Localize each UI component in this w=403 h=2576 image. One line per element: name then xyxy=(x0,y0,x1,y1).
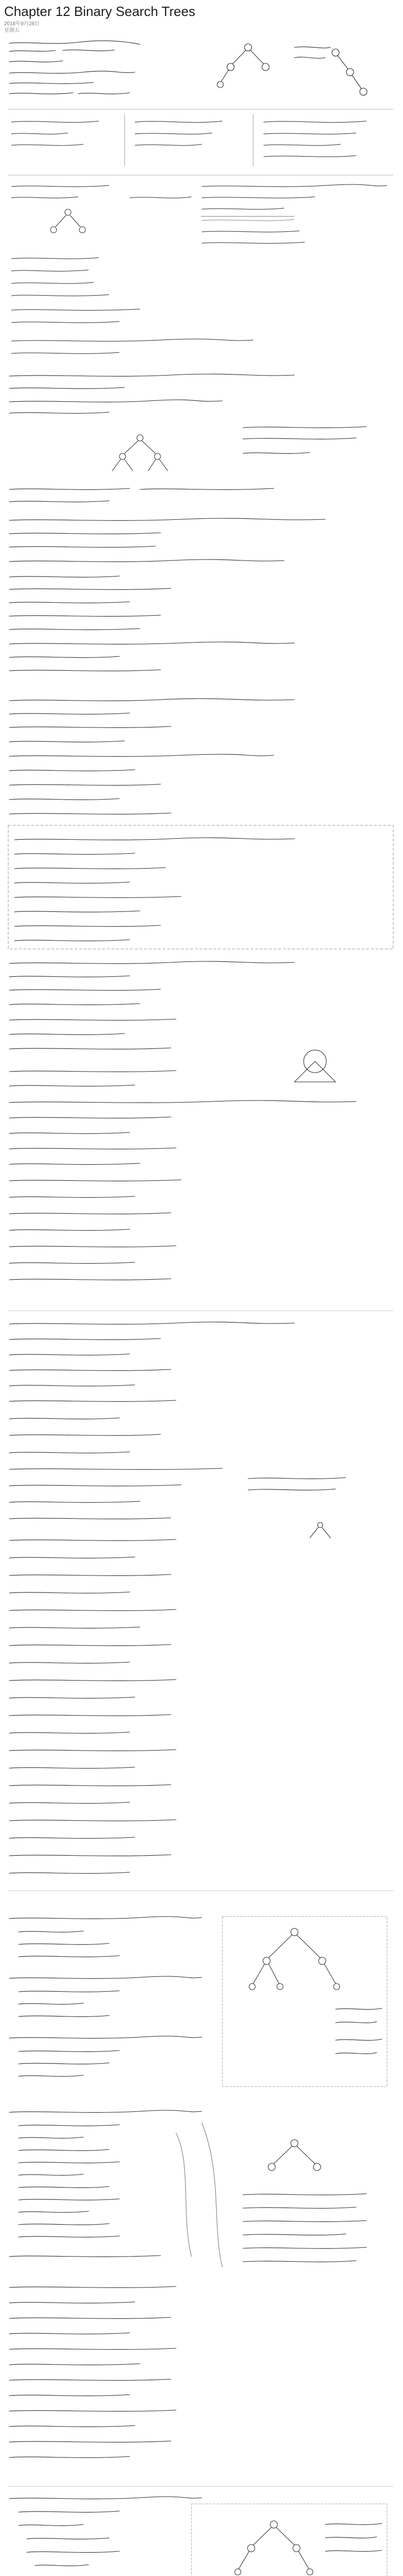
note-block-tree-walk-iterative xyxy=(6,2483,395,2576)
note-block-tree-walk-recursive xyxy=(6,1906,395,2473)
page-title: Chapter 12 Binary Search Trees xyxy=(4,4,196,19)
note-block-rbst-definition xyxy=(6,32,395,362)
note-block-expected-height xyxy=(6,690,395,1298)
page-date: 2018年9月28日 xyxy=(4,21,40,27)
page-time: 星期五 xyxy=(4,28,20,33)
note-block-rbst-analysis xyxy=(6,366,395,685)
note-block-substitution-proof xyxy=(6,1309,395,1901)
page-header xyxy=(4,3,395,34)
